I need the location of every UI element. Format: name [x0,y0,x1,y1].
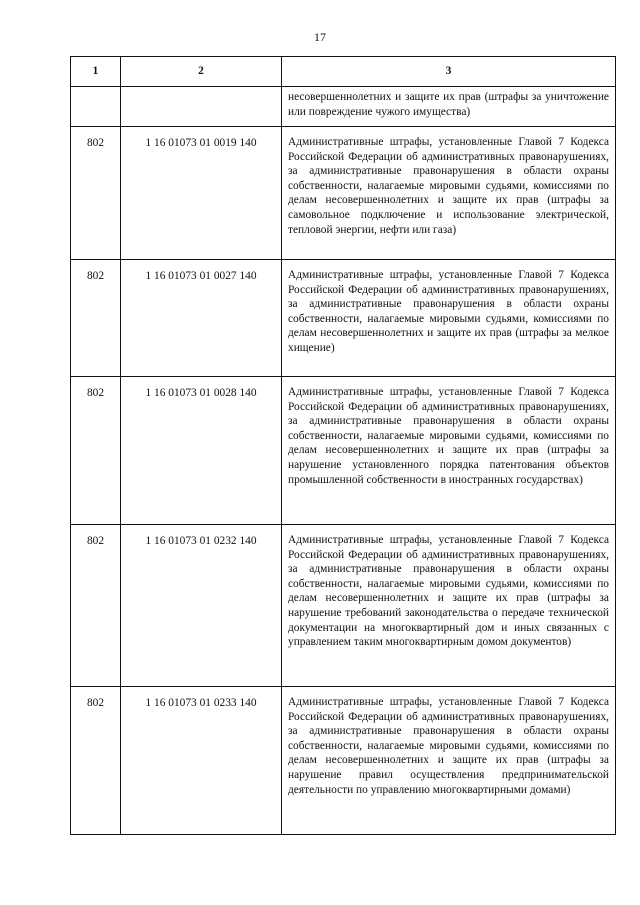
budget-classification-code: 1 16 01073 01 0027 140 [121,260,282,377]
table-row [71,377,616,525]
table-row-continuation [71,87,616,127]
kbk-cell-empty [121,87,282,127]
continuation-description: несовершеннолетних и защите их прав (штрафы за уничтожение или повреждение чужого имущества) [282,87,616,127]
table-header-row [71,57,616,87]
revenue-description: Административные штрафы, установленные Главой 7 Кодекса Российской Федерации об административных правонарушениях, за административные правонарушения в области охраны собственности, налагаемые мировыми судьями, комиссиями по делам несовершеннолетних и защите их прав (штрафы за нарушение правил осуществления предпринимательской деятельности по управлению многоквартирными домами) [282,687,616,835]
column-header-3: 3 [282,57,616,87]
revenue-description: Административные штрафы, установленные Главой 7 Кодекса Российской Федерации об административных правонарушениях, за административные правонарушения в области охраны собственности, налагаемые мировыми судьями, комиссиями по делам несовершеннолетних и защите их прав (штрафы за нарушение установленного порядка патентования объектов промышленной собственности в иностранных государствах) [282,377,616,525]
table-row [71,260,616,377]
admin-code: 802 [71,260,121,377]
budget-classification-code: 1 16 01073 01 0232 140 [121,525,282,687]
admin-code: 802 [71,127,121,260]
revenue-description: Административные штрафы, установленные Главой 7 Кодекса Российской Федерации об административных правонарушениях, за административные правонарушения в области охраны собственности, налагаемые мировыми судьями, комиссиями по делам несовершеннолетних и защите их прав (штрафы за мелкое хищение) [282,260,616,377]
column-header-1: 1 [71,57,121,87]
admin-code: 802 [71,687,121,835]
admin-code: 802 [71,525,121,687]
budget-classification-code: 1 16 01073 01 0028 140 [121,377,282,525]
admin-code: 802 [71,377,121,525]
revenue-description: Административные штрафы, установленные Главой 7 Кодекса Российской Федерации об административных правонарушениях, за административные правонарушения в области охраны собственности, налагаемые мировыми судьями, комиссиями по делам несовершеннолетних и защите их прав (штрафы за самовольное подключение и использование электрической, тепловой энергии, нефти или газа) [282,127,616,260]
page-number: 17 [314,30,326,44]
budget-classification-code: 1 16 01073 01 0019 140 [121,127,282,260]
budget-classification-code: 1 16 01073 01 0233 140 [121,687,282,835]
table-row [71,127,616,260]
column-header-2: 2 [121,57,282,87]
code-cell-empty [71,87,121,127]
table-row [71,525,616,687]
table-row [71,687,616,835]
revenue-description: Административные штрафы, установленные Главой 7 Кодекса Российской Федерации об административных правонарушениях, за административные правонарушения в области охраны собственности, налагаемые мировыми судьями, комиссиями по делам несовершеннолетних и защите их прав (штрафы за нарушение требований законодательства о передаче технической документации на многоквартирный дом и иных связанных с управлением таким многоквартирным домом документов) [282,525,616,687]
budget-codes-table [70,56,616,835]
